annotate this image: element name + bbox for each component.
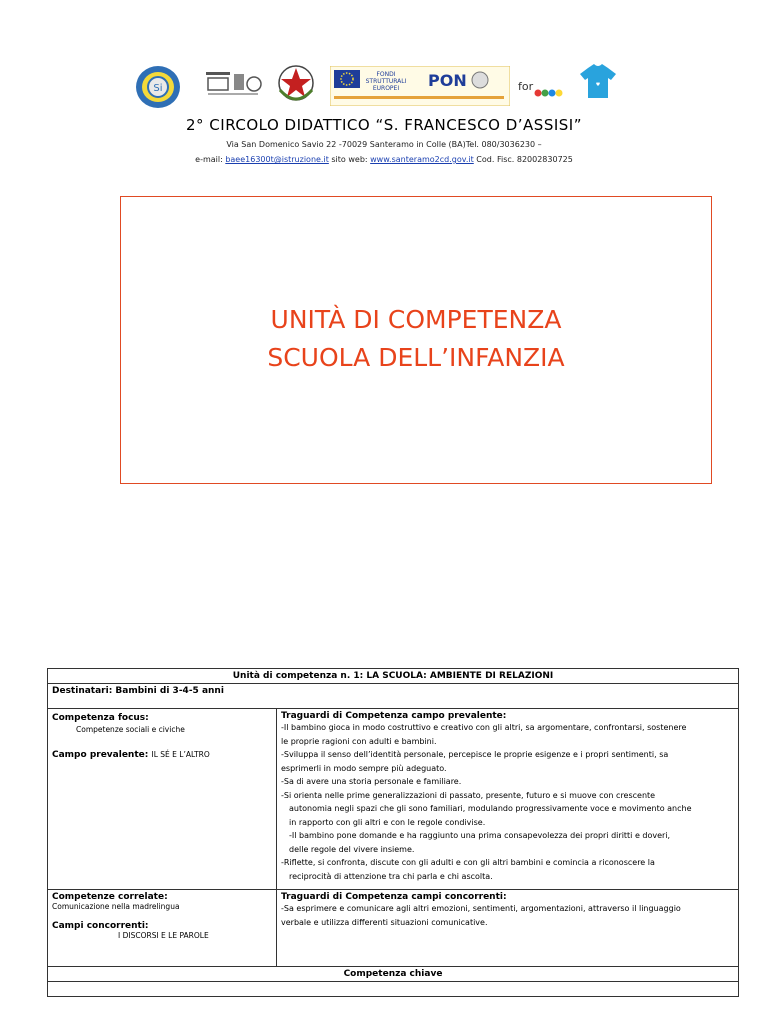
traguardi-line: delle regole del vivere insieme. bbox=[289, 844, 415, 854]
email-label: e-mail: bbox=[195, 155, 226, 164]
traguardi-line: -Il bambino gioca in modo costruttivo e creativo con gli altri, sa argomentare, confrontarsi, sostenere bbox=[281, 723, 687, 732]
traguardi2-cell bbox=[277, 890, 739, 967]
destinatari-cell: Destinatari: Bambini di 3-4-5 anni bbox=[48, 684, 739, 709]
table-heading: Unità di competenza n. 1: LA SCUOLA: AMBIENTE DI RELAZIONI bbox=[48, 669, 739, 684]
email-link[interactable]: baee16300t@istruzione.it bbox=[225, 155, 329, 164]
traguardi-line: -Sa di avere una storia personale e familiare. bbox=[281, 777, 462, 786]
traguardi2-line: -Sa esprimere e comunicare agli altri emozioni, sentimenti, argomentazioni, attraverso il linguaggio bbox=[281, 904, 681, 913]
correlate-value: Comunicazione nella madrelingua bbox=[52, 902, 180, 911]
traguardi-line: -Sviluppa il senso dell’identità personale, percepisce le proprie esigenze e i propri sentimenti, sa bbox=[281, 750, 669, 759]
for-logo-text: for bbox=[518, 80, 534, 93]
correlate-cell bbox=[48, 890, 277, 967]
traguardi2-line: verbale e utilizza differenti situazioni comunicative. bbox=[281, 917, 488, 927]
contacts-line bbox=[0, 155, 768, 164]
web-label: sito web: bbox=[328, 155, 371, 164]
traguardi-line: -Si orienta nelle prime generalizzazioni di passato, presente, futuro e si muove con crescente bbox=[281, 790, 656, 800]
emblem-icon bbox=[276, 60, 316, 108]
svg-text:Si: Si bbox=[153, 83, 163, 94]
traguardi-cell bbox=[277, 709, 739, 890]
traguardi-line: autonomia negli spazi che gli sono familiari, modulando progressivamente voce e movimento anche bbox=[289, 804, 692, 813]
school-name: 2° CIRCOLO DIDATTICO “S. FRANCESCO D’ASSISI” bbox=[186, 116, 582, 134]
svg-text:♥: ♥ bbox=[595, 82, 601, 88]
unesco-logo-icon bbox=[206, 70, 262, 98]
colored-dots-icon bbox=[534, 88, 564, 98]
focus-label: Competenza focus: bbox=[52, 713, 149, 723]
traguardi-line: -Il bambino pone domande e ha raggiunto una prima consapevolezza dei propri diritti e doveri, bbox=[289, 831, 671, 840]
competence-table bbox=[47, 668, 739, 997]
traguardi-line: reciprocità di attenzione tra chi parla e chi ascolta. bbox=[289, 871, 493, 881]
traguardi2-label: Traguardi di Competenza campi concorrenti: bbox=[281, 892, 507, 902]
concorrenti-label: Campi concorrenti: bbox=[52, 921, 149, 931]
title-line-2: SCUOLA DELL’INFANZIA bbox=[267, 343, 565, 372]
traguardi-line: esprimerli in modo sempre più adeguato. bbox=[281, 763, 447, 773]
web-link[interactable]: www.santeramo2cd.gov.it bbox=[370, 155, 474, 164]
correlate-label: Competenze correlate: bbox=[52, 892, 168, 902]
school-logo-icon bbox=[134, 64, 182, 110]
traguardi-label: Traguardi di Competenza campo prevalente: bbox=[281, 711, 507, 721]
focus-cell bbox=[48, 709, 277, 890]
campo-value: IL SÉ E L’ALTRO bbox=[151, 750, 210, 759]
pon-banner-icon bbox=[330, 66, 510, 106]
logo-strip bbox=[130, 60, 601, 112]
traguardi-line: le proprie ragioni con adulti e bambini. bbox=[281, 736, 437, 746]
concorrenti-value: I DISCORSI E LE PAROLE bbox=[118, 931, 209, 940]
svg-text:PON: PON bbox=[428, 71, 467, 90]
address-line: Via San Domenico Savio 22 -70029 Santeramo in Colle (BA)Tel. 080/3036230 – bbox=[226, 140, 542, 149]
competenza-chiave-cell: Competenza chiave bbox=[48, 967, 739, 982]
campo-row bbox=[52, 750, 272, 760]
title-box bbox=[120, 196, 712, 484]
fiscal-code: Cod. Fisc. 82002830725 bbox=[473, 155, 573, 164]
svg-text:STRUTTURALI: STRUTTURALI bbox=[365, 78, 407, 85]
title-line-1: UNITÀ DI COMPETENZA bbox=[270, 305, 562, 334]
empty-row bbox=[48, 982, 739, 997]
campo-label: Campo prevalente: bbox=[52, 750, 152, 760]
focus-value: Competenze sociali e civiche bbox=[76, 725, 185, 734]
svg-text:FONDI: FONDI bbox=[376, 71, 396, 78]
traguardi-line: in rapporto con gli altri e con le regole condivise. bbox=[289, 817, 486, 827]
tshirt-icon bbox=[578, 60, 618, 102]
svg-text:EUROPEI: EUROPEI bbox=[372, 85, 400, 92]
traguardi-line: -Riflette, si confronta, discute con gli adulti e con gli altri bambini e comincia a riconoscere la bbox=[281, 858, 655, 867]
